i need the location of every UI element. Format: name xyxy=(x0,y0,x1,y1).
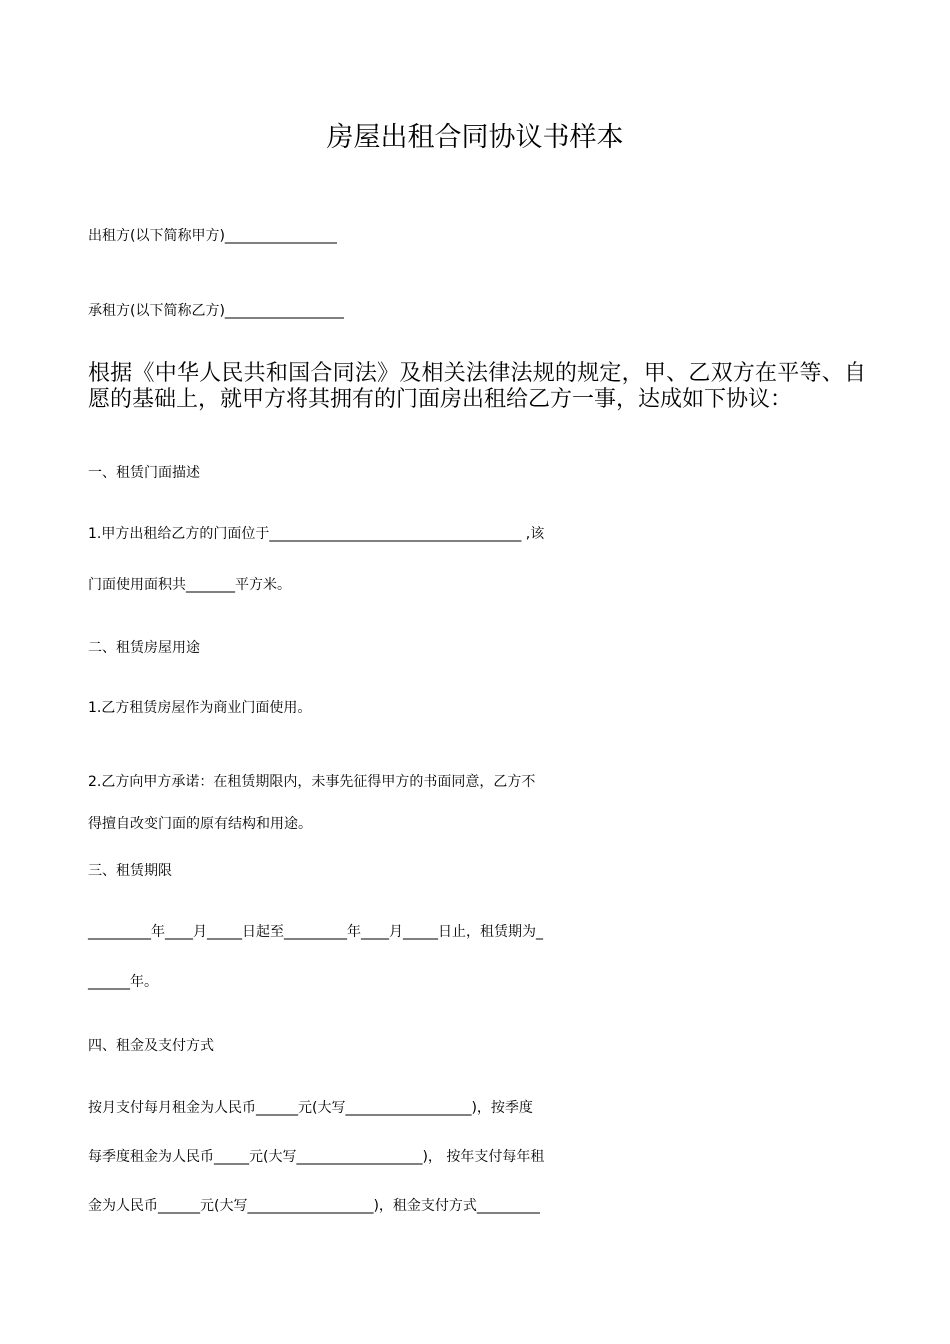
section-2-item-2-line-1: 2.乙方向甲方承诺：在租赁期限内，未事先征得甲方的书面同意，乙方不 xyxy=(88,774,536,790)
intro-paragraph: 根据《中华人民共和国合同法》及相关法律法规的规定，甲、乙双方在平等、自愿的基础上，就甲方将其拥有的门面房出租给乙方一事，达成如下协议： xyxy=(88,361,866,412)
section-3-heading: 三、租赁期限 xyxy=(88,863,172,879)
document-title: 房屋出租合同协议书样本 xyxy=(326,122,624,153)
section-4-line-2: 每季度租金为人民币_____元(大写__________________)， 按年支付每年租 xyxy=(88,1149,545,1165)
section-1-item-1-line-1: 1.甲方出租给乙方的门面位于____________________________________ ,该 xyxy=(88,526,545,542)
section-3-line-1: _________年____月_____日起至_________年____月_____日止，租赁期为_ xyxy=(88,924,543,940)
section-2-item-1: 1.乙方租赁房屋作为商业门面使用。 xyxy=(88,700,312,716)
section-1-item-1-line-2: 门面使用面积共_______平方米。 xyxy=(88,577,291,593)
lessee-line: 承租方(以下简称乙方)_________________ xyxy=(88,303,344,319)
section-2-heading: 二、租赁房屋用途 xyxy=(88,640,200,656)
section-1-heading: 一、租赁门面描述 xyxy=(88,465,200,481)
lessor-line: 出租方(以下简称甲方)________________ xyxy=(88,228,337,244)
section-4-line-1: 按月支付每月租金为人民币______元(大写__________________)，按季度 xyxy=(88,1100,533,1116)
section-3-line-2: ______年。 xyxy=(88,974,158,990)
section-4-heading: 四、租金及支付方式 xyxy=(88,1038,214,1054)
section-4-line-3: 金为人民币______元(大写__________________)，租金支付方式_________ xyxy=(88,1198,540,1214)
section-2-item-2-line-2: 得擅自改变门面的原有结构和用途。 xyxy=(88,816,312,832)
